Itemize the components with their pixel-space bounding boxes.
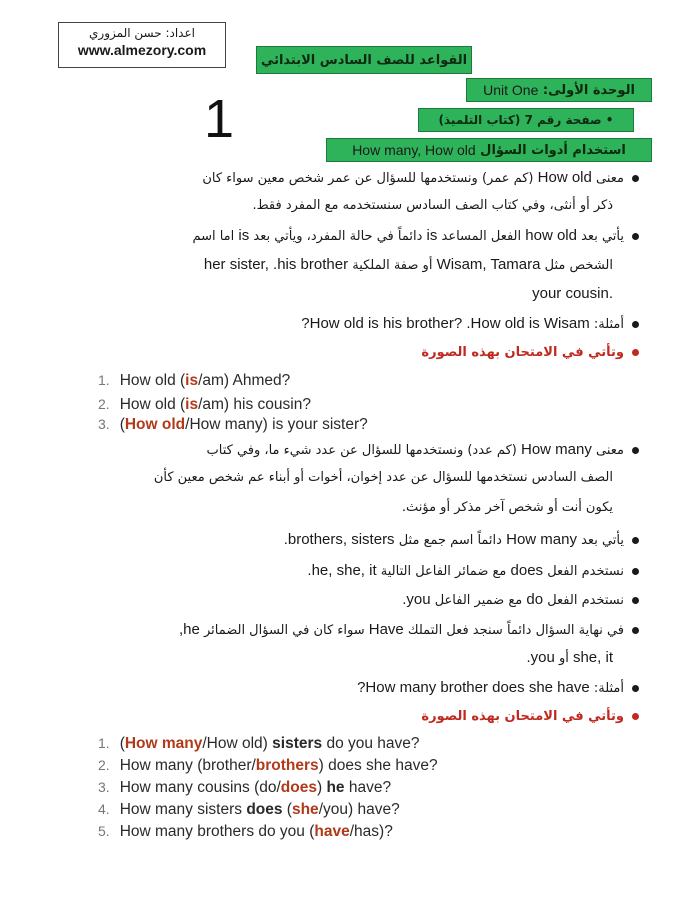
- text-ar: أو صفة الملكية: [352, 258, 433, 273]
- text-ar: سواء كان في السؤال الضمائر: [203, 623, 365, 638]
- how-many-examples-line: [357, 678, 639, 699]
- exam-example-line: [98, 370, 290, 391]
- how-old-examples-line: [301, 314, 639, 335]
- text-ar: مع ضمير الفاعل: [434, 593, 523, 608]
- example-text: /has)?: [349, 823, 393, 840]
- text-ar: (كم عدد) ونستخدمها للسؤال عن عدد شيء ما، وفي كتاب: [206, 443, 517, 458]
- text-ar: الفعل المساعد: [441, 229, 522, 244]
- tools-ar: استخدام أدوات السؤال: [480, 142, 626, 158]
- text-en: do: [526, 591, 544, 608]
- how-many-meaning-line3: يكون أنت أو شخص آخر مذكر أو مؤنث.: [401, 500, 613, 515]
- text-ar: أمثلة:: [593, 317, 624, 332]
- have-rule-line1: [179, 620, 639, 641]
- example-text: /am) his cousin?: [198, 396, 311, 413]
- text-ar: في نهاية السؤال دائماً سنجد فعل التملك: [407, 623, 624, 638]
- have-rule-line2: [526, 648, 613, 669]
- example-text: ) does she have?: [318, 757, 438, 774]
- text-ar: وتأتي في الامتحان بهذه الصورة: [421, 345, 624, 360]
- example-answer: is: [185, 372, 199, 389]
- unit-label: [466, 78, 652, 102]
- exam-example-line: [98, 394, 311, 415]
- exam-example-line: [98, 733, 420, 754]
- text-ar: معنى: [596, 443, 624, 458]
- bullet-icon: [632, 713, 639, 720]
- example-keyword: does: [246, 801, 283, 818]
- how-old-meaning-line1: [202, 168, 639, 189]
- how-old-rule-line1: [192, 226, 639, 247]
- text-ar: أمثلة:: [593, 681, 624, 696]
- example-text: have?: [344, 779, 392, 796]
- example-number: 3.: [98, 779, 110, 795]
- text-ar: يأتي بعد: [581, 229, 624, 244]
- unit-label-ar: الوحدة الأولى:: [542, 82, 635, 98]
- do-rule: [402, 590, 639, 611]
- how-many-meaning-line2: الصف السادس نستخدمها للسؤال عن عدد إخوان، أخوات أو أبناء عم شخص معين كأن: [153, 470, 613, 485]
- bullet-icon: [632, 597, 639, 604]
- example-number: 1.: [98, 735, 110, 751]
- text-ar: اما اسم: [192, 229, 235, 244]
- example-number: 1.: [98, 372, 110, 388]
- text-en: brothers, sisters.: [283, 531, 395, 548]
- example-text: (: [119, 735, 125, 752]
- example-text: do you have?: [322, 735, 420, 752]
- example-text: /How old): [202, 735, 273, 752]
- example-answer: How many: [124, 735, 203, 752]
- example-text: How many brothers do you (: [119, 823, 315, 840]
- example-text: How old (: [119, 372, 186, 389]
- text-ar: يأتي بعد: [581, 533, 624, 548]
- text-en: she, it: [572, 649, 613, 666]
- text-en: Wisam, Tamara: [436, 256, 541, 273]
- text-en: does: [510, 562, 544, 579]
- text-ar: معنى: [596, 171, 624, 186]
- exam-example-line: [98, 777, 391, 798]
- example-text: How many sisters: [119, 801, 247, 818]
- example-answer: How old: [124, 416, 186, 433]
- example-answer: she: [291, 801, 319, 818]
- example-text: /am) Ahmed?: [198, 372, 291, 389]
- example-number: 2.: [98, 396, 110, 412]
- example-answer: have: [314, 823, 350, 840]
- example-text: How many cousins (do/: [119, 779, 281, 796]
- text-en: her sister, .his brother: [203, 256, 349, 273]
- text-en: you.: [402, 591, 431, 608]
- text-ar: نستخدم الفعل: [547, 593, 624, 608]
- text-en: How old: [537, 169, 592, 186]
- text-en: is: [426, 227, 438, 244]
- tools-en: How many, How old: [352, 142, 476, 158]
- text-ar: مع ضمائر الفاعل التالية: [380, 564, 507, 579]
- example-number: 2.: [98, 757, 110, 773]
- example-answer: does: [280, 779, 317, 796]
- question-tools-heading: [326, 138, 652, 162]
- bullet-icon: [632, 175, 639, 182]
- example-text: (: [282, 801, 292, 818]
- bullet-icon: [632, 537, 639, 544]
- author-website: www.almezory.com: [77, 42, 207, 58]
- text-en: Have: [368, 621, 404, 638]
- exam-example-line: [98, 755, 438, 776]
- author-box: [58, 22, 226, 68]
- text-en: he, she, it.: [307, 562, 377, 579]
- example-keyword: sisters: [272, 735, 323, 752]
- how-old-rule-line2: [204, 255, 613, 276]
- example-number: 4.: [98, 801, 110, 817]
- example-text: How old (: [119, 396, 186, 413]
- bullet-icon: [632, 685, 639, 692]
- author-name: اعداد: حسن المزوري: [89, 26, 195, 40]
- bullet-icon: [632, 349, 639, 356]
- does-rule: [307, 561, 639, 582]
- text-ar: نستخدم الفعل: [547, 564, 624, 579]
- unit-label-en: Unit One: [483, 82, 539, 98]
- example-text: /you) have?: [318, 801, 400, 818]
- how-many-plural-rule: [284, 530, 639, 551]
- bullet-icon: [632, 233, 639, 240]
- page-reference: • صفحة رقم 7 (كتاب التلميذ): [418, 108, 634, 132]
- page-number: 1: [204, 89, 235, 149]
- how-old-meaning-line2: ذكر أو أنثى، وفي كتاب الصف السادس سنستخدمه مع المفرد فقط.: [252, 198, 613, 213]
- example-answer: brothers: [255, 757, 319, 774]
- how-old-rule-line3: [532, 284, 613, 305]
- example-text: (: [119, 416, 125, 433]
- example-text: ): [316, 779, 327, 796]
- text-ar: وتأتي في الامتحان بهذه الصورة: [421, 709, 624, 724]
- text-en: How many: [506, 531, 577, 548]
- example-number: 3.: [98, 416, 110, 432]
- exam-example-line: [98, 799, 400, 820]
- text-en: he,: [178, 621, 200, 638]
- exam-example-line: [98, 414, 368, 435]
- bullet-icon: [632, 321, 639, 328]
- text-en: How many brother does she have?: [357, 679, 590, 696]
- text-en: .your cousin: [532, 285, 613, 302]
- example-text: How many (brother/: [119, 757, 256, 774]
- text-en: is: [238, 227, 250, 244]
- text-en: how old: [525, 227, 577, 244]
- text-ar: دائماً اسم جمع مثل: [398, 533, 502, 548]
- exam-example-line: [98, 821, 393, 842]
- how-old-exam-heading: [421, 343, 639, 363]
- text-ar: أو: [558, 651, 569, 666]
- how-many-exam-heading: [421, 707, 639, 727]
- text-en: you.: [526, 649, 555, 666]
- example-text: /How many) is your sister?: [185, 416, 368, 433]
- text-ar: دائماً في حالة المفرد، ويأتي بعد: [253, 229, 423, 244]
- bullet-icon: [632, 568, 639, 575]
- bullet-icon: [632, 447, 639, 454]
- text-en: How old is his brother? .How old is Wisam?: [301, 315, 590, 332]
- text-ar: الشخص مثل: [544, 258, 613, 273]
- how-many-meaning-line1: [207, 440, 640, 461]
- example-keyword: he: [326, 779, 345, 796]
- text-ar: (كم عمر) ونستخدمها للسؤال عن عمر شخص معين سواء كان: [202, 171, 534, 186]
- example-number: 5.: [98, 823, 110, 839]
- text-en: How many: [521, 441, 592, 458]
- bullet-icon: [632, 627, 639, 634]
- example-answer: is: [185, 396, 199, 413]
- worksheet-title: القواعد للصف السادس الابتدائي: [256, 46, 472, 74]
